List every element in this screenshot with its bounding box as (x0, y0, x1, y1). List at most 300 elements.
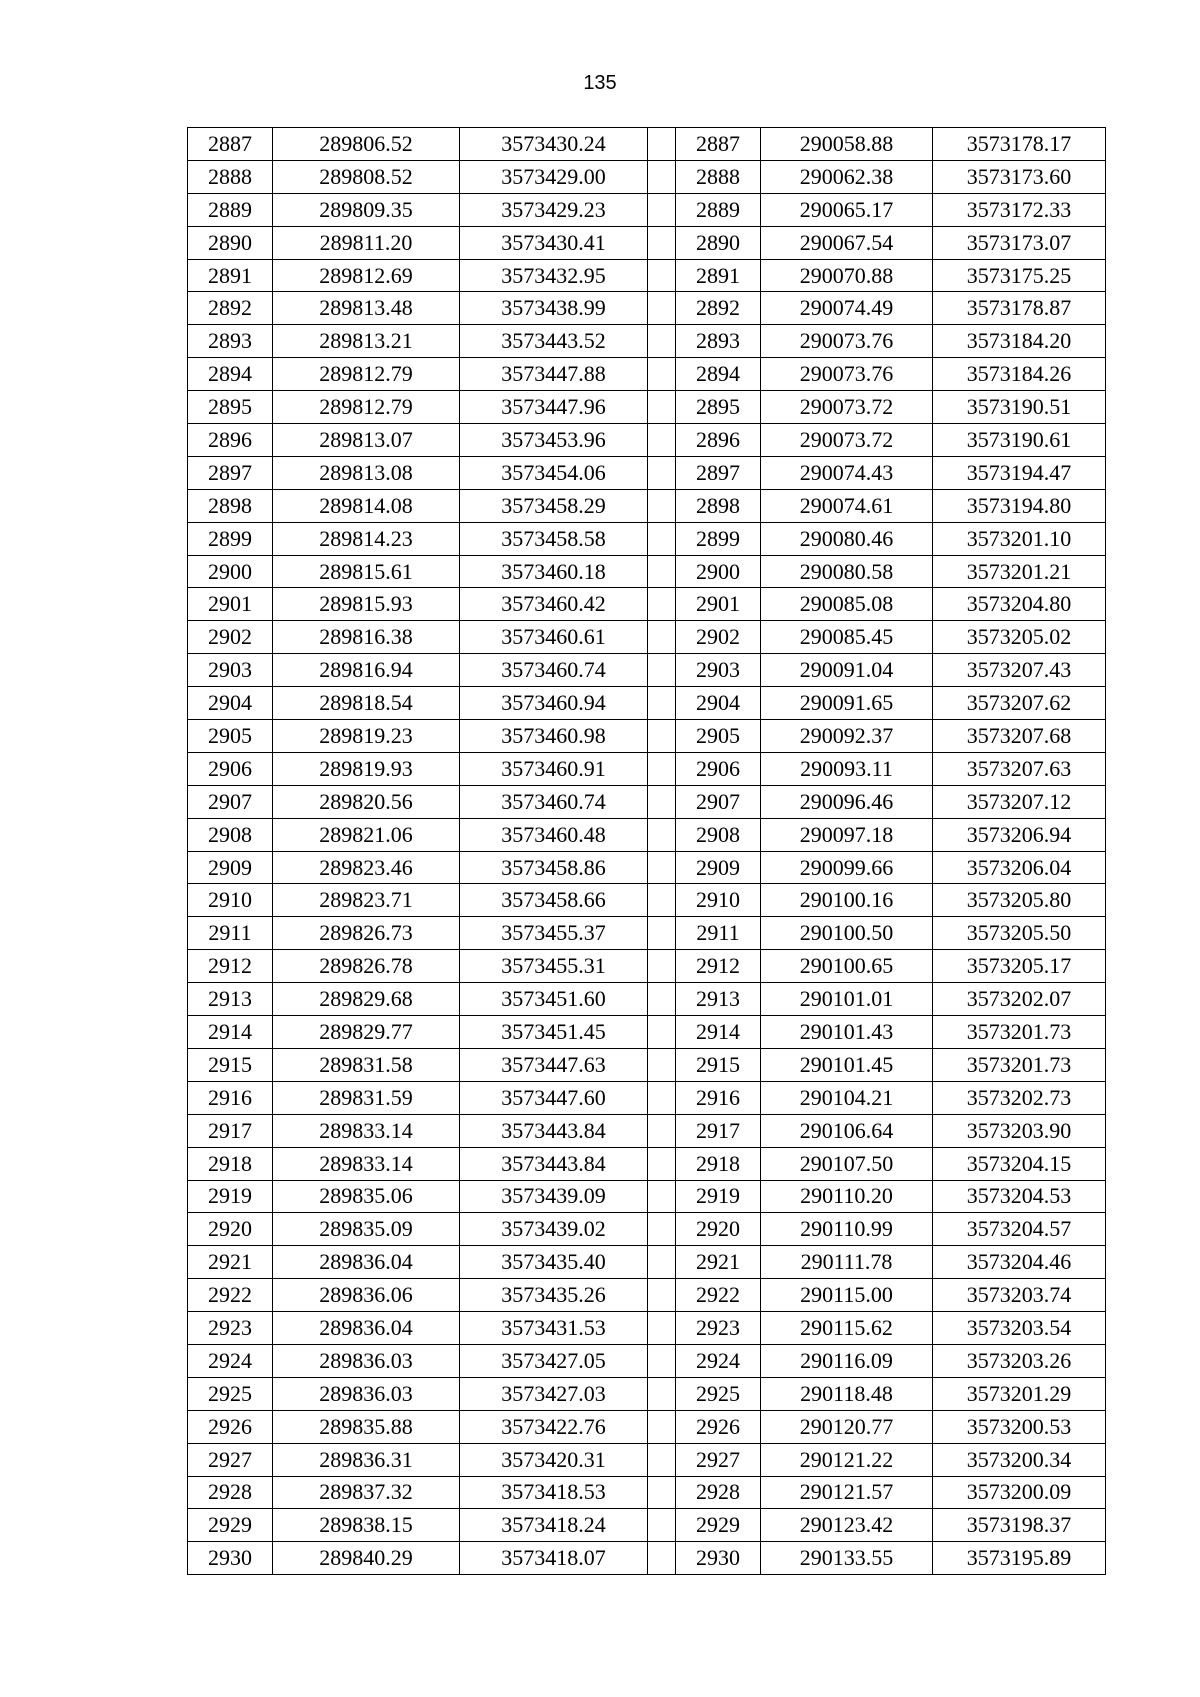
left-x-coordinate-cell: 289831.58 (273, 1048, 460, 1081)
left-y-coordinate-cell: 3573439.02 (460, 1213, 648, 1246)
left-point-id-cell: 2901 (188, 588, 273, 621)
left-point-id-cell: 2890 (188, 226, 273, 259)
left-y-coordinate-cell: 3573435.26 (460, 1279, 648, 1312)
right-x-coordinate-cell: 290121.22 (761, 1443, 933, 1476)
right-point-id-cell: 2904 (676, 687, 761, 720)
left-point-id-cell: 2888 (188, 160, 273, 193)
right-x-coordinate-cell: 290110.20 (761, 1180, 933, 1213)
left-x-coordinate-cell: 289813.21 (273, 325, 460, 358)
left-x-coordinate-cell: 289808.52 (273, 160, 460, 193)
left-x-coordinate-cell: 289826.78 (273, 950, 460, 983)
left-point-id-cell: 2920 (188, 1213, 273, 1246)
right-y-coordinate-cell: 3573207.62 (933, 687, 1106, 720)
right-y-coordinate-cell: 3573195.89 (933, 1542, 1106, 1575)
right-point-id-cell: 2892 (676, 292, 761, 325)
left-x-coordinate-cell: 289812.79 (273, 391, 460, 424)
right-y-coordinate-cell: 3573204.80 (933, 588, 1106, 621)
right-x-coordinate-cell: 290092.37 (761, 720, 933, 753)
left-point-id-cell: 2914 (188, 1016, 273, 1049)
right-x-coordinate-cell: 290111.78 (761, 1246, 933, 1279)
separator-cell (648, 752, 676, 785)
separator-cell (648, 489, 676, 522)
separator-cell (648, 1114, 676, 1147)
left-x-coordinate-cell: 289814.23 (273, 522, 460, 555)
left-y-coordinate-cell: 3573418.24 (460, 1509, 648, 1542)
right-y-coordinate-cell: 3573184.26 (933, 358, 1106, 391)
right-point-id-cell: 2888 (676, 160, 761, 193)
left-x-coordinate-cell: 289836.04 (273, 1312, 460, 1345)
left-y-coordinate-cell: 3573418.07 (460, 1542, 648, 1575)
left-point-id-cell: 2910 (188, 884, 273, 917)
left-y-coordinate-cell: 3573460.74 (460, 654, 648, 687)
left-point-id-cell: 2894 (188, 358, 273, 391)
left-point-id-cell: 2900 (188, 555, 273, 588)
table-row (188, 851, 1106, 884)
table-row (188, 818, 1106, 851)
separator-cell (648, 358, 676, 391)
left-x-coordinate-cell: 289812.69 (273, 259, 460, 292)
left-x-coordinate-cell: 289823.71 (273, 884, 460, 917)
left-x-coordinate-cell: 289836.03 (273, 1344, 460, 1377)
left-point-id-cell: 2918 (188, 1147, 273, 1180)
right-point-id-cell: 2929 (676, 1509, 761, 1542)
separator-cell (648, 1443, 676, 1476)
left-x-coordinate-cell: 289823.46 (273, 851, 460, 884)
table-row (188, 1509, 1106, 1542)
left-point-id-cell: 2893 (188, 325, 273, 358)
separator-cell (648, 555, 676, 588)
table-row (188, 128, 1106, 161)
left-point-id-cell: 2906 (188, 752, 273, 785)
left-point-id-cell: 2926 (188, 1410, 273, 1443)
table-row (188, 358, 1106, 391)
left-point-id-cell: 2898 (188, 489, 273, 522)
right-y-coordinate-cell: 3573178.17 (933, 128, 1106, 161)
right-point-id-cell: 2918 (676, 1147, 761, 1180)
left-x-coordinate-cell: 289814.08 (273, 489, 460, 522)
left-point-id-cell: 2889 (188, 193, 273, 226)
right-point-id-cell: 2909 (676, 851, 761, 884)
separator-cell (648, 588, 676, 621)
right-point-id-cell: 2927 (676, 1443, 761, 1476)
right-x-coordinate-cell: 290104.21 (761, 1081, 933, 1114)
right-point-id-cell: 2895 (676, 391, 761, 424)
right-x-coordinate-cell: 290073.72 (761, 424, 933, 457)
right-x-coordinate-cell: 290120.77 (761, 1410, 933, 1443)
left-y-coordinate-cell: 3573429.23 (460, 193, 648, 226)
separator-cell (648, 456, 676, 489)
right-y-coordinate-cell: 3573190.61 (933, 424, 1106, 457)
left-point-id-cell: 2924 (188, 1344, 273, 1377)
left-y-coordinate-cell: 3573460.42 (460, 588, 648, 621)
separator-cell (648, 1476, 676, 1509)
table-row (188, 884, 1106, 917)
left-x-coordinate-cell: 289821.06 (273, 818, 460, 851)
table-row (188, 1443, 1106, 1476)
right-x-coordinate-cell: 290091.04 (761, 654, 933, 687)
right-point-id-cell: 2925 (676, 1377, 761, 1410)
separator-cell (648, 720, 676, 753)
separator-cell (648, 1016, 676, 1049)
right-y-coordinate-cell: 3573207.68 (933, 720, 1106, 753)
right-y-coordinate-cell: 3573184.20 (933, 325, 1106, 358)
right-y-coordinate-cell: 3573198.37 (933, 1509, 1106, 1542)
left-point-id-cell: 2907 (188, 785, 273, 818)
left-x-coordinate-cell: 289811.20 (273, 226, 460, 259)
right-point-id-cell: 2915 (676, 1048, 761, 1081)
left-x-coordinate-cell: 289819.93 (273, 752, 460, 785)
separator-cell (648, 1180, 676, 1213)
right-point-id-cell: 2902 (676, 621, 761, 654)
table-row (188, 1081, 1106, 1114)
separator-cell (648, 1147, 676, 1180)
coordinates-table (187, 127, 1106, 1575)
left-point-id-cell: 2925 (188, 1377, 273, 1410)
right-y-coordinate-cell: 3573203.26 (933, 1344, 1106, 1377)
right-x-coordinate-cell: 290107.50 (761, 1147, 933, 1180)
right-y-coordinate-cell: 3573205.17 (933, 950, 1106, 983)
right-point-id-cell: 2930 (676, 1542, 761, 1575)
right-point-id-cell: 2905 (676, 720, 761, 753)
left-point-id-cell: 2897 (188, 456, 273, 489)
left-point-id-cell: 2911 (188, 917, 273, 950)
table-row (188, 1016, 1106, 1049)
right-y-coordinate-cell: 3573204.46 (933, 1246, 1106, 1279)
left-y-coordinate-cell: 3573455.37 (460, 917, 648, 950)
table-row (188, 621, 1106, 654)
coordinates-table-body (188, 128, 1106, 1575)
left-point-id-cell: 2896 (188, 424, 273, 457)
table-row (188, 160, 1106, 193)
table-row (188, 654, 1106, 687)
table-row (188, 1410, 1106, 1443)
left-point-id-cell: 2922 (188, 1279, 273, 1312)
separator-cell (648, 917, 676, 950)
left-y-coordinate-cell: 3573418.53 (460, 1476, 648, 1509)
separator-cell (648, 1081, 676, 1114)
separator-cell (648, 950, 676, 983)
left-x-coordinate-cell: 289836.04 (273, 1246, 460, 1279)
right-point-id-cell: 2916 (676, 1081, 761, 1114)
left-x-coordinate-cell: 289833.14 (273, 1147, 460, 1180)
left-y-coordinate-cell: 3573430.24 (460, 128, 648, 161)
separator-cell (648, 128, 676, 161)
right-x-coordinate-cell: 290097.18 (761, 818, 933, 851)
right-y-coordinate-cell: 3573205.02 (933, 621, 1106, 654)
right-y-coordinate-cell: 3573173.60 (933, 160, 1106, 193)
right-x-coordinate-cell: 290080.46 (761, 522, 933, 555)
left-y-coordinate-cell: 3573439.09 (460, 1180, 648, 1213)
left-x-coordinate-cell: 289815.61 (273, 555, 460, 588)
right-point-id-cell: 2919 (676, 1180, 761, 1213)
left-point-id-cell: 2905 (188, 720, 273, 753)
right-point-id-cell: 2908 (676, 818, 761, 851)
right-point-id-cell: 2924 (676, 1344, 761, 1377)
left-point-id-cell: 2929 (188, 1509, 273, 1542)
table-row (188, 785, 1106, 818)
right-x-coordinate-cell: 290133.55 (761, 1542, 933, 1575)
separator-cell (648, 621, 676, 654)
left-point-id-cell: 2902 (188, 621, 273, 654)
left-point-id-cell: 2892 (188, 292, 273, 325)
table-row (188, 752, 1106, 785)
right-y-coordinate-cell: 3573201.29 (933, 1377, 1106, 1410)
right-point-id-cell: 2903 (676, 654, 761, 687)
separator-cell (648, 654, 676, 687)
right-point-id-cell: 2887 (676, 128, 761, 161)
left-y-coordinate-cell: 3573447.88 (460, 358, 648, 391)
left-y-coordinate-cell: 3573432.95 (460, 259, 648, 292)
left-y-coordinate-cell: 3573447.63 (460, 1048, 648, 1081)
left-x-coordinate-cell: 289816.94 (273, 654, 460, 687)
left-point-id-cell: 2915 (188, 1048, 273, 1081)
table-row (188, 1344, 1106, 1377)
table-row (188, 1279, 1106, 1312)
table-row (188, 456, 1106, 489)
left-y-coordinate-cell: 3573451.45 (460, 1016, 648, 1049)
left-y-coordinate-cell: 3573460.18 (460, 555, 648, 588)
left-x-coordinate-cell: 289838.15 (273, 1509, 460, 1542)
separator-cell (648, 851, 676, 884)
right-x-coordinate-cell: 290062.38 (761, 160, 933, 193)
right-y-coordinate-cell: 3573172.33 (933, 193, 1106, 226)
left-y-coordinate-cell: 3573427.05 (460, 1344, 648, 1377)
left-point-id-cell: 2912 (188, 950, 273, 983)
left-point-id-cell: 2899 (188, 522, 273, 555)
table-row (188, 983, 1106, 1016)
right-y-coordinate-cell: 3573204.53 (933, 1180, 1106, 1213)
right-y-coordinate-cell: 3573200.34 (933, 1443, 1106, 1476)
right-point-id-cell: 2923 (676, 1312, 761, 1345)
right-y-coordinate-cell: 3573178.87 (933, 292, 1106, 325)
right-x-coordinate-cell: 290058.88 (761, 128, 933, 161)
left-y-coordinate-cell: 3573460.94 (460, 687, 648, 720)
left-point-id-cell: 2904 (188, 687, 273, 720)
right-x-coordinate-cell: 290073.76 (761, 325, 933, 358)
right-x-coordinate-cell: 290123.42 (761, 1509, 933, 1542)
separator-cell (648, 160, 676, 193)
right-point-id-cell: 2891 (676, 259, 761, 292)
right-x-coordinate-cell: 290100.65 (761, 950, 933, 983)
left-y-coordinate-cell: 3573460.48 (460, 818, 648, 851)
left-y-coordinate-cell: 3573458.66 (460, 884, 648, 917)
left-point-id-cell: 2908 (188, 818, 273, 851)
left-point-id-cell: 2887 (188, 128, 273, 161)
left-y-coordinate-cell: 3573431.53 (460, 1312, 648, 1345)
left-y-coordinate-cell: 3573422.76 (460, 1410, 648, 1443)
left-x-coordinate-cell: 289835.88 (273, 1410, 460, 1443)
table-row (188, 1476, 1106, 1509)
right-x-coordinate-cell: 290110.99 (761, 1213, 933, 1246)
right-x-coordinate-cell: 290070.88 (761, 259, 933, 292)
right-y-coordinate-cell: 3573200.53 (933, 1410, 1106, 1443)
table-row (188, 1213, 1106, 1246)
table-row (188, 259, 1106, 292)
right-y-coordinate-cell: 3573203.54 (933, 1312, 1106, 1345)
right-x-coordinate-cell: 290067.54 (761, 226, 933, 259)
table-row (188, 424, 1106, 457)
right-y-coordinate-cell: 3573205.80 (933, 884, 1106, 917)
right-y-coordinate-cell: 3573201.73 (933, 1048, 1106, 1081)
right-point-id-cell: 2897 (676, 456, 761, 489)
right-point-id-cell: 2921 (676, 1246, 761, 1279)
right-x-coordinate-cell: 290115.00 (761, 1279, 933, 1312)
table-row (188, 1246, 1106, 1279)
right-x-coordinate-cell: 290091.65 (761, 687, 933, 720)
right-x-coordinate-cell: 290073.76 (761, 358, 933, 391)
left-point-id-cell: 2895 (188, 391, 273, 424)
left-point-id-cell: 2921 (188, 1246, 273, 1279)
right-y-coordinate-cell: 3573201.21 (933, 555, 1106, 588)
left-x-coordinate-cell: 289829.77 (273, 1016, 460, 1049)
left-y-coordinate-cell: 3573420.31 (460, 1443, 648, 1476)
left-y-coordinate-cell: 3573429.00 (460, 160, 648, 193)
left-y-coordinate-cell: 3573427.03 (460, 1377, 648, 1410)
left-point-id-cell: 2928 (188, 1476, 273, 1509)
table-row (188, 292, 1106, 325)
table-row (188, 917, 1106, 950)
table-row (188, 950, 1106, 983)
left-x-coordinate-cell: 289835.09 (273, 1213, 460, 1246)
left-y-coordinate-cell: 3573460.61 (460, 621, 648, 654)
right-y-coordinate-cell: 3573204.57 (933, 1213, 1106, 1246)
separator-cell (648, 1344, 676, 1377)
left-y-coordinate-cell: 3573443.84 (460, 1147, 648, 1180)
right-x-coordinate-cell: 290074.61 (761, 489, 933, 522)
right-point-id-cell: 2898 (676, 489, 761, 522)
right-y-coordinate-cell: 3573206.94 (933, 818, 1106, 851)
separator-cell (648, 1312, 676, 1345)
table-row (188, 391, 1106, 424)
left-x-coordinate-cell: 289820.56 (273, 785, 460, 818)
left-x-coordinate-cell: 289836.31 (273, 1443, 460, 1476)
right-x-coordinate-cell: 290116.09 (761, 1344, 933, 1377)
left-y-coordinate-cell: 3573443.52 (460, 325, 648, 358)
left-x-coordinate-cell: 289835.06 (273, 1180, 460, 1213)
left-x-coordinate-cell: 289840.29 (273, 1542, 460, 1575)
right-y-coordinate-cell: 3573203.74 (933, 1279, 1106, 1312)
right-point-id-cell: 2899 (676, 522, 761, 555)
right-y-coordinate-cell: 3573201.73 (933, 1016, 1106, 1049)
right-x-coordinate-cell: 290101.45 (761, 1048, 933, 1081)
right-point-id-cell: 2926 (676, 1410, 761, 1443)
left-point-id-cell: 2891 (188, 259, 273, 292)
table-row (188, 522, 1106, 555)
separator-cell (648, 1377, 676, 1410)
separator-cell (648, 884, 676, 917)
right-y-coordinate-cell: 3573194.80 (933, 489, 1106, 522)
separator-cell (648, 391, 676, 424)
right-point-id-cell: 2889 (676, 193, 761, 226)
table-row (188, 720, 1106, 753)
left-x-coordinate-cell: 289829.68 (273, 983, 460, 1016)
table-row (188, 1180, 1106, 1213)
right-point-id-cell: 2928 (676, 1476, 761, 1509)
table-row (188, 1147, 1106, 1180)
separator-cell (648, 259, 676, 292)
right-y-coordinate-cell: 3573207.43 (933, 654, 1106, 687)
right-point-id-cell: 2900 (676, 555, 761, 588)
table-row (188, 1114, 1106, 1147)
left-y-coordinate-cell: 3573438.99 (460, 292, 648, 325)
left-point-id-cell: 2930 (188, 1542, 273, 1575)
right-y-coordinate-cell: 3573194.47 (933, 456, 1106, 489)
left-x-coordinate-cell: 289816.38 (273, 621, 460, 654)
table-row (188, 325, 1106, 358)
right-y-coordinate-cell: 3573200.09 (933, 1476, 1106, 1509)
right-y-coordinate-cell: 3573202.07 (933, 983, 1106, 1016)
right-x-coordinate-cell: 290100.50 (761, 917, 933, 950)
left-y-coordinate-cell: 3573430.41 (460, 226, 648, 259)
separator-cell (648, 1246, 676, 1279)
table-row (188, 1312, 1106, 1345)
left-y-coordinate-cell: 3573443.84 (460, 1114, 648, 1147)
separator-cell (648, 687, 676, 720)
left-y-coordinate-cell: 3573460.91 (460, 752, 648, 785)
right-y-coordinate-cell: 3573206.04 (933, 851, 1106, 884)
right-y-coordinate-cell: 3573207.12 (933, 785, 1106, 818)
right-point-id-cell: 2912 (676, 950, 761, 983)
separator-cell (648, 785, 676, 818)
table-row (188, 1377, 1106, 1410)
right-x-coordinate-cell: 290093.11 (761, 752, 933, 785)
left-x-coordinate-cell: 289806.52 (273, 128, 460, 161)
left-x-coordinate-cell: 289833.14 (273, 1114, 460, 1147)
right-point-id-cell: 2914 (676, 1016, 761, 1049)
separator-cell (648, 983, 676, 1016)
right-point-id-cell: 2890 (676, 226, 761, 259)
right-point-id-cell: 2911 (676, 917, 761, 950)
separator-cell (648, 1213, 676, 1246)
right-y-coordinate-cell: 3573173.07 (933, 226, 1106, 259)
left-x-coordinate-cell: 289818.54 (273, 687, 460, 720)
separator-cell (648, 522, 676, 555)
right-x-coordinate-cell: 290080.58 (761, 555, 933, 588)
separator-cell (648, 1509, 676, 1542)
right-x-coordinate-cell: 290106.64 (761, 1114, 933, 1147)
left-y-coordinate-cell: 3573447.96 (460, 391, 648, 424)
left-x-coordinate-cell: 289813.48 (273, 292, 460, 325)
table-row (188, 489, 1106, 522)
right-x-coordinate-cell: 290101.01 (761, 983, 933, 1016)
left-point-id-cell: 2919 (188, 1180, 273, 1213)
left-x-coordinate-cell: 289813.07 (273, 424, 460, 457)
left-y-coordinate-cell: 3573435.40 (460, 1246, 648, 1279)
left-point-id-cell: 2917 (188, 1114, 273, 1147)
right-y-coordinate-cell: 3573190.51 (933, 391, 1106, 424)
page-number: 135 (583, 72, 617, 94)
right-x-coordinate-cell: 290074.43 (761, 456, 933, 489)
table-row (188, 687, 1106, 720)
separator-cell (648, 292, 676, 325)
separator-cell (648, 424, 676, 457)
left-x-coordinate-cell: 289815.93 (273, 588, 460, 621)
right-x-coordinate-cell: 290074.49 (761, 292, 933, 325)
left-point-id-cell: 2916 (188, 1081, 273, 1114)
right-point-id-cell: 2920 (676, 1213, 761, 1246)
table-row (188, 226, 1106, 259)
right-x-coordinate-cell: 290121.57 (761, 1476, 933, 1509)
right-x-coordinate-cell: 290118.48 (761, 1377, 933, 1410)
separator-cell (648, 1048, 676, 1081)
left-x-coordinate-cell: 289831.59 (273, 1081, 460, 1114)
right-point-id-cell: 2894 (676, 358, 761, 391)
right-y-coordinate-cell: 3573201.10 (933, 522, 1106, 555)
left-x-coordinate-cell: 289826.73 (273, 917, 460, 950)
left-y-coordinate-cell: 3573458.58 (460, 522, 648, 555)
left-point-id-cell: 2903 (188, 654, 273, 687)
table-row (188, 193, 1106, 226)
